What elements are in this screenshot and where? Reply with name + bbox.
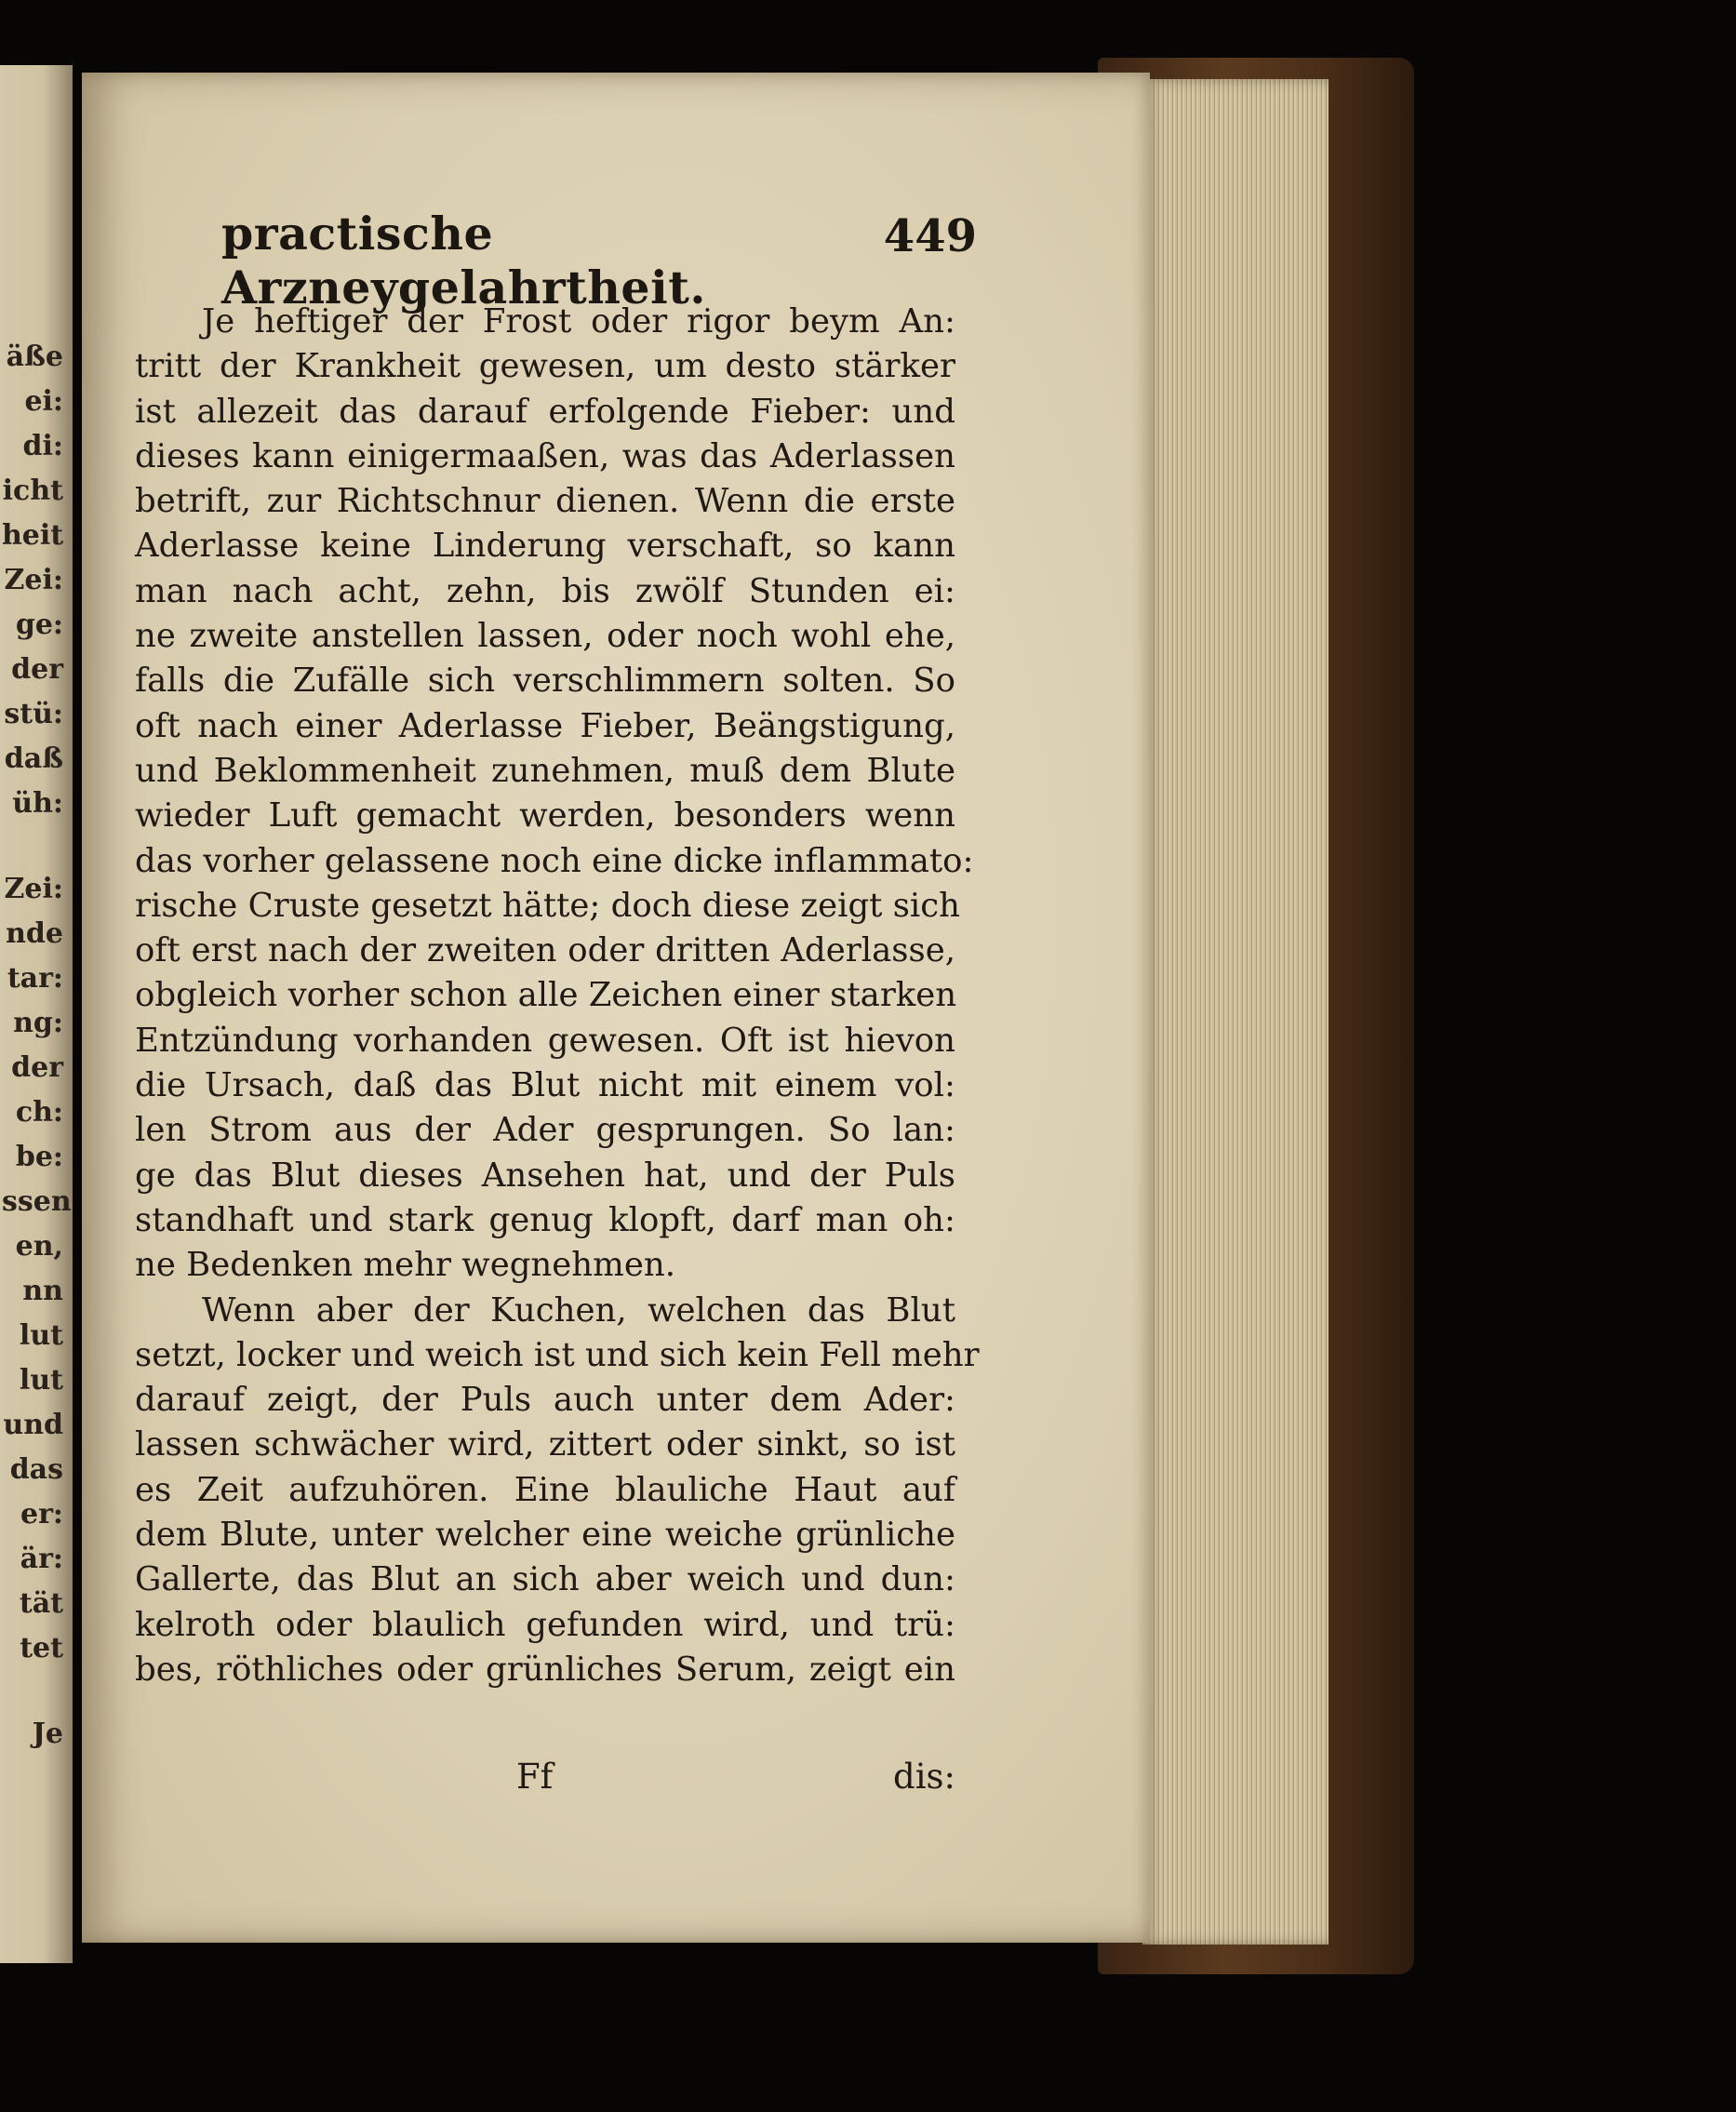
left-fragment: ssen (2, 1185, 72, 1218)
page-edges (1142, 79, 1329, 1945)
text-line: oft nach einer Aderlasse Fieber, Beängstigung, (135, 706, 955, 745)
left-fragment: heit (2, 519, 64, 552)
left-fragment: das (9, 1453, 63, 1486)
body-text (135, 300, 980, 1692)
text-line: kelroth oder blaulich gefunden wird, und trü: (135, 1605, 955, 1644)
running-head: practische Arzneygelahrtheit. (221, 207, 706, 314)
left-fragment: stü: (4, 698, 63, 730)
text-line: darauf zeigt, der Puls auch unter dem Ader: (135, 1381, 955, 1420)
text-line: oft erst nach der zweiten oder dritten Aderlasse, (135, 931, 955, 970)
text-line: rische Cruste gesetzt hätte; doch diese zeigt sich (135, 886, 961, 925)
left-fragment: ge: (15, 608, 63, 641)
left-fragment: Zei: (4, 873, 63, 905)
left-fragment: und (3, 1409, 63, 1441)
text-line: obgleich vorher schon alle Zeichen einer starken (135, 976, 957, 1015)
left-page-fragments (2, 335, 72, 1757)
left-fragment: Je (32, 1718, 63, 1750)
text-line: Je heftiger der Frost oder rigor beym An: (202, 302, 955, 341)
text-line: falls die Zufälle sich verschlimmern solten. So (135, 662, 955, 701)
left-fragment: be: (15, 1141, 63, 1173)
page-number: 449 (883, 210, 977, 262)
text-line: wieder Luft gemacht werden, besonders wenn (135, 796, 955, 835)
left-fragment: en, (15, 1230, 63, 1263)
page-header (221, 207, 977, 314)
text-line: ne Bedenken mehr wegnehmen. (135, 1246, 675, 1285)
text-line: es Zeit aufzuhören. Eine blauliche Haut auf (135, 1470, 955, 1509)
text-line: standhaft und stark genug klopft, darf man oh: (135, 1200, 955, 1239)
left-fragment: är: (20, 1543, 63, 1575)
text-line: ne zweite anstellen lassen, oder noch wohl ehe, (135, 617, 955, 656)
catchword: dis: (893, 1757, 955, 1797)
text-line: die Ursach, daß das Blut nicht mit einem vol: (135, 1066, 955, 1105)
text-line: setzt, locker und weich ist und sich kein Fell mehr (135, 1335, 980, 1374)
left-fragment: lut (19, 1319, 63, 1352)
left-fragment: der (11, 1051, 63, 1084)
text-line: bes, röthliches oder grünliches Serum, zeigt ein (135, 1650, 955, 1689)
text-line: betrift, zur Richtschnur dienen. Wenn die erste (135, 482, 955, 521)
left-page-edge (0, 65, 73, 1963)
left-fragment: äße (6, 341, 63, 373)
text-line: ist allezeit das darauf erfolgende Fieber: und (135, 392, 955, 431)
text-line: Gallerte, das Blut an sich aber weich und dun: (135, 1560, 955, 1599)
left-fragment: der (11, 653, 63, 686)
left-fragment: tät (19, 1587, 63, 1620)
text-line: man nach acht, zehn, bis zwölf Stunden ei: (135, 571, 955, 610)
left-fragment: daß (4, 742, 63, 775)
text-line: Entzündung vorhanden gewesen. Oft ist hievon (135, 1021, 955, 1060)
text-line: dem Blute, unter welcher eine weiche grünliche (135, 1516, 955, 1555)
left-fragment: nde (6, 917, 63, 950)
text-line: ge das Blut dieses Ansehen hat, und der Puls (135, 1156, 955, 1195)
text-line: Wenn aber der Kuchen, welchen das Blut (202, 1290, 955, 1330)
left-fragment: tar: (7, 962, 63, 995)
text-line: und Beklommenheit zunehmen, muß dem Blute (135, 751, 955, 790)
fragment-gap (2, 1671, 63, 1712)
text-line: len Strom aus der Ader gesprungen. So lan: (135, 1111, 955, 1150)
left-fragment: icht (2, 475, 63, 507)
left-fragment: ch: (15, 1096, 63, 1129)
left-fragment: di: (22, 430, 63, 462)
text-line: Aderlasse keine Linderung verschaft, so kann (135, 527, 955, 566)
left-fragment: üh: (12, 787, 63, 820)
left-fragment: er: (20, 1498, 63, 1531)
page-footer (135, 1757, 955, 1803)
left-fragment: nn (22, 1275, 63, 1307)
left-fragment: Zei: (4, 564, 63, 596)
text-line: das vorher gelassene noch eine dicke inflammato: (135, 841, 974, 880)
text-line: dieses kann einigermaaßen, was das Aderlassen (135, 436, 955, 475)
left-fragment: ei: (24, 385, 63, 418)
left-fragment: ng: (13, 1007, 63, 1039)
fragment-gap (2, 826, 63, 867)
signature-mark: Ff (516, 1757, 554, 1797)
text-line: lassen schwächer wird, zittert oder sinkt, so ist (135, 1425, 955, 1464)
left-fragment: lut (19, 1364, 63, 1397)
text-line: tritt der Krankheit gewesen, um desto stärker (135, 347, 955, 386)
left-fragment: tet (20, 1632, 63, 1664)
